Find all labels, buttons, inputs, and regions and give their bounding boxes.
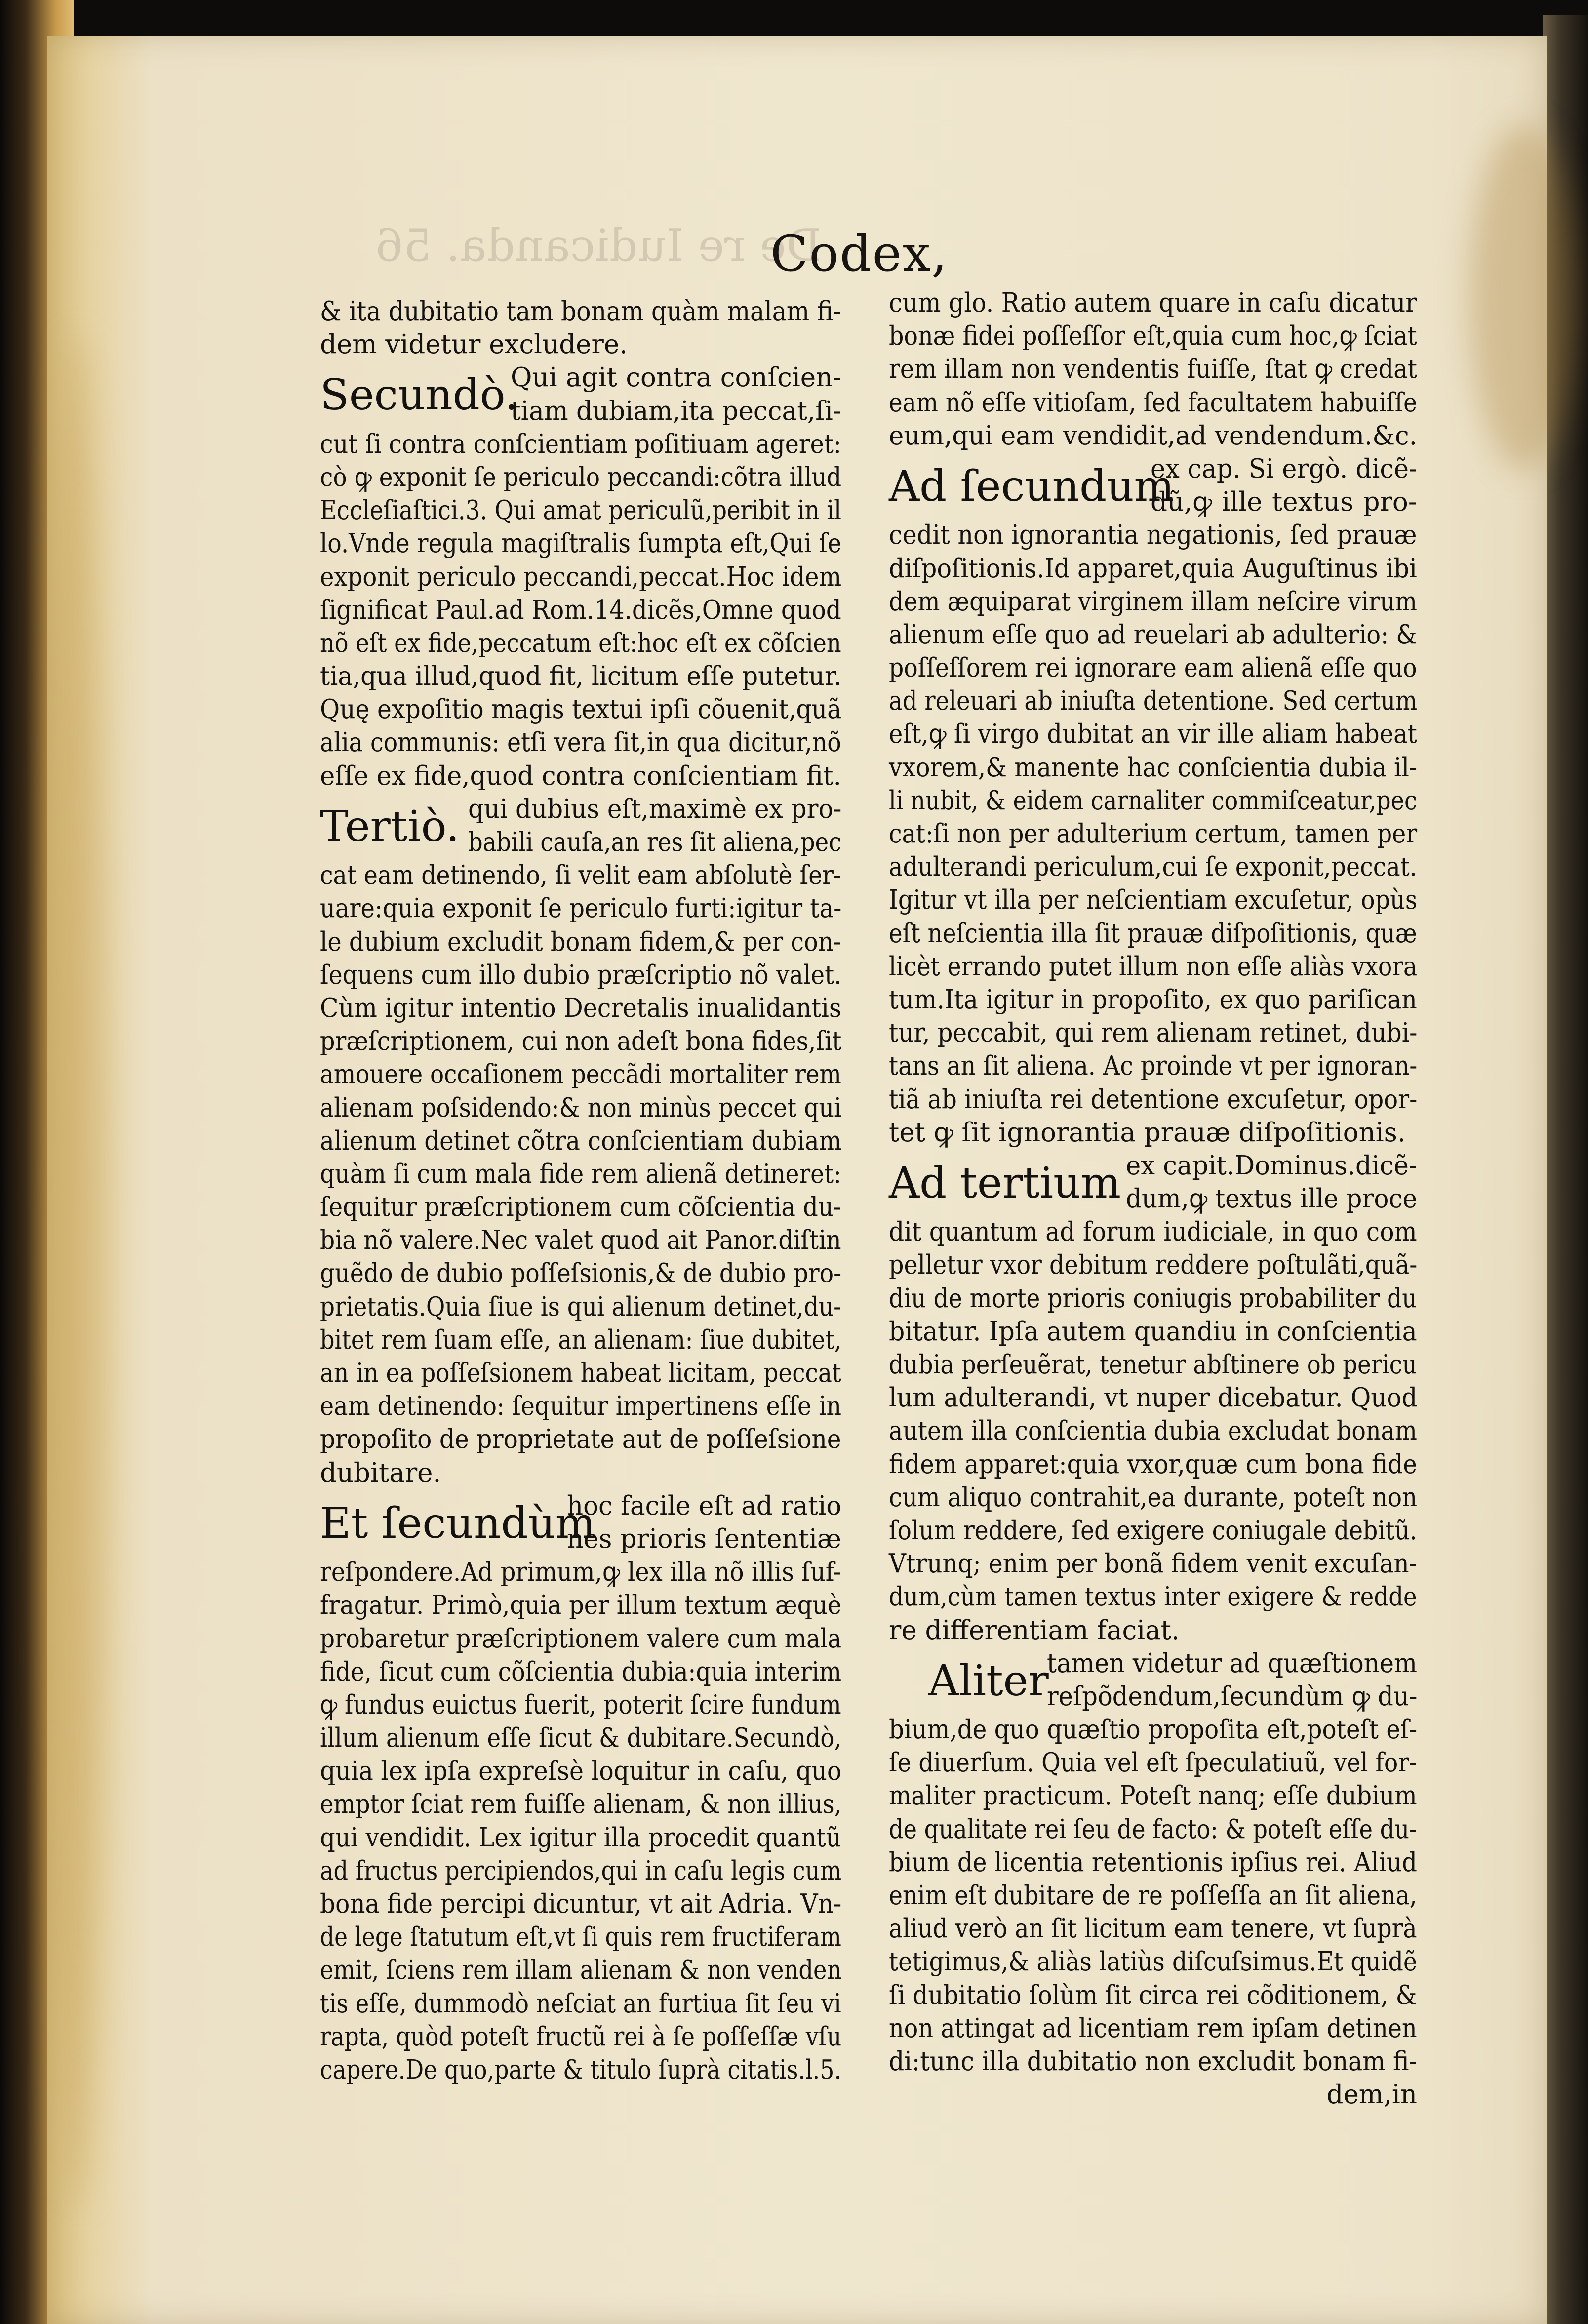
text-line: cat:ſi non per adulterium certum, tamen per [889,819,1418,849]
text-line: li nubit, & eidem carnaliter commiſceatur,pec [889,785,1417,816]
text-line: ſequitur præſcriptionem cum cõſcientia du- [320,1192,841,1223]
text-line: Quę expoſitio magis textui ipſi cõuenit,quã [320,694,842,725]
text-line: ſignificat Paul.ad Rom.14.dicẽs,Omne quod [320,595,841,625]
text-line: cum aliquo contrahit,ea durante, poteſt non [889,1482,1418,1513]
text-line: diu de morte prioris coniugis probabiliter du [889,1283,1417,1314]
paragraph-lines [320,295,841,361]
text-line: ad fructus percipiendos,qui in caſu legis cum [320,1855,842,1886]
text-line: fide, ſicut cum cõſcientia dubia:quia interim [320,1656,841,1687]
text-line: quàm ſi cum mala fide rem alienã detineret: [320,1159,841,1189]
text-line: eam detinendo: ſequitur impertinens eſſe in [320,1391,842,1422]
text-line: ſe diuerſum. Quia vel eſt ſpeculatiuũ, vel for- [889,1748,1417,1778]
text-line: amouere occaſionem peccãdi mortaliter rem [320,1059,841,1090]
text-line: illum alienum eſſe ſicut & dubitare.Secundò, [320,1723,842,1754]
heading-line: babili cauſa,an res ſit aliena,pec [468,827,842,858]
paragraph-lines [889,1215,1417,1646]
paragraph-lines [320,1556,841,2086]
text-line: dem æquiparat virginem illam neſcire virum [889,586,1418,617]
text-line: bona fide percipi dicuntur, vt ait Adria. Vn- [320,1889,842,1920]
heading-line: Qui agit contra conſcien- [511,362,842,393]
text-line: alienum eſſe quo ad reuelari ab adulterio: & [889,619,1417,650]
text-line: quia lex ipſa expreſsè loquitur in caſu, quo [320,1756,842,1787]
text-line: de lege ſtatutum eſt,vt ſi quis rem fructiferam [320,1922,841,1953]
heading-line: tamen videtur ad quæſtionem [1047,1648,1418,1679]
text-line: aliud verò an ſit licitum eam tenere, vt ſuprà [889,1914,1417,1944]
heading-line: nes prioris ſententiæ [567,1523,841,1554]
text-line: dum,cùm tamen textus inter exigere & redde [889,1582,1417,1612]
section-heading-tertio [320,793,841,859]
text-line: qui vendidit. Lex igitur illa procedit quantũ [320,1822,841,1853]
text-line: alienam poſsidendo:& non minùs peccet qui [320,1092,842,1123]
heading-line: tiam dubiam,ita peccat,ſi- [511,396,842,426]
heading-word: Tertiò. [320,801,460,851]
text-line: ſi dubitatio ſolùm ſit circa rei cõditionem, & [889,1980,1417,2010]
heading-line: dum,ꝙ textus ille proce [1126,1184,1418,1214]
text-line: tans an ſit aliena. Ac proinde vt per ignoran- [889,1051,1418,1082]
catchword: dem,in [1326,2080,1417,2110]
text-line: ad releuari ab iniuſta detentione. Sed certum [889,686,1418,717]
text-line: dubitare. [320,1457,441,1488]
text-line: emptor ſciat rem fuiſſe alienam, & non illius, [320,1789,842,1820]
text-line: fragatur. Primò,quia per illum textum æquè [320,1590,842,1621]
text-line: licèt errando putet illum non eſſe aliàs vxora [889,951,1418,982]
running-head: Codex, [770,225,949,282]
text-line: emit, ſciens rem illam alienam & non venden [320,1955,842,1986]
heading-line: ex capit.Dominus.dicẽ- [1126,1150,1418,1181]
text-line: ſolum reddere, ſed exigere coniugale debitũ. [889,1515,1417,1546]
text-line: dubia perſeuẽrat, tenetur abſtinere ob pericu [889,1350,1417,1380]
text-line: re differentiam faciat. [889,1615,1180,1645]
text-line: eſt,ꝙ ſi virgo dubitat an vir ille aliam habeat [889,719,1417,750]
section-heading-et-secundum [320,1489,841,1556]
heading-line: hoc facile eſt ad ratio [567,1490,842,1521]
text-line: præſcriptionem, cui non adeſt bona fides,ſit [320,1026,842,1057]
text-line: bonæ fidei poſſeſſor eſt,quia cum hoc,ꝙ ſciat [889,321,1417,352]
heading-line: qui dubius eſt,maximè ex pro- [468,794,842,824]
text-line: eſſe ex fide,quod contra conſcientiam fit. [320,761,841,791]
text-line: & ita dubitatio tam bonam quàm malam fi- [320,296,841,326]
text-line: de qualitate rei ſeu de facto: & poteſt eſſe du- [889,1814,1417,1844]
text-line: bitatur. Ipſa autem quandiu in conſcientia [889,1316,1417,1347]
paragraph-lines [320,428,841,793]
text-line: prietatis.Quia ſiue is qui alienum detinet,du- [320,1291,841,1322]
text-line: probaretur præſcriptionem valere cum mala [320,1623,842,1654]
heading-line: reſpõdendum,ſecundùm ꝙ du- [1047,1681,1418,1712]
text-line: alienum detinet cõtra conſcientiam dubiam [320,1125,842,1156]
text-line: eam nõ eſſe vitioſam, ſed facultatem habuiſſe [889,387,1417,418]
text-line: dit quantum ad forum iudiciale, in quo com [889,1217,1417,1247]
heading-word: Ad ſecundum [889,461,1175,511]
text-line: capere.De quo,parte & titulo ſuprà citatis.l.5. [320,2054,842,2085]
text-line: di:tunc illa dubitatio non excludit bonam fi- [889,2046,1417,2077]
text-line: non attingat ad licentiam rem ipſam detinen [889,2013,1417,2044]
paper-stain [47,332,107,2208]
text-line: eum,qui eam vendidit,ad vendendum.&c. [889,420,1417,451]
text-line: dem videtur excludere. [320,329,628,360]
text-line: diſpoſitionis.Id apparet,quia Auguſtinus ibi [889,553,1417,584]
text-line: uare:quia exponit ſe periculo furti:igitur ta- [320,893,842,924]
paragraph-lines [889,286,1417,452]
text-line: vxorem,& manente hac conſcientia dubia il- [889,752,1418,783]
text-line: le dubium excludit bonam fidem,& per con- [320,926,841,957]
paragraph-lines [320,859,841,1489]
section-heading-secundo [320,361,841,427]
text-line: an in ea poſſeſsionem habeat licitam, peccat [320,1358,841,1389]
text-line: alia communis: etſi vera ſit,in qua dicitur,nõ [320,727,841,758]
heading-word: Ad tertium [889,1158,1121,1208]
text-line: tum.Ita igitur in propoſito, ex quo pariſican [889,984,1417,1015]
heading-word: Et ſecundùm [320,1498,596,1548]
text-line: tur, peccabit, qui rem alienam retinet, dubi- [889,1018,1418,1048]
section-heading-aliter [889,1647,1417,1713]
heading-word: Aliter [928,1656,1049,1706]
text-line: lo.Vnde regula magiſtralis ſumpta eſt,Qui ſe [320,528,842,559]
text-line: cut ſi contra conſcientiam poſitiuam ageret: [320,429,841,459]
text-line: eſt neſcientia illa ſit prauæ diſpoſitionis, quæ [889,918,1417,949]
heading-line: ex cap. Si ergò. dicẽ- [1151,453,1418,484]
text-line: autem illa conſcientia dubia excludat bonam [889,1416,1417,1446]
text-line: ꝙ fundus euictus fuerit, poterit ſcire fundum [320,1689,841,1720]
text-line: ſequens cum illo dubio præſcriptio nõ valet. [320,960,842,990]
left-column [320,295,841,2086]
text-line: Eccleſiaſtici.3. Qui amat periculũ,peribit in il [320,495,842,526]
heading-line: dũ,ꝙ ille textus pro- [1151,487,1417,518]
text-line: cò ꝙ exponit ſe periculo peccandi:cõtra illud [320,462,842,492]
section-heading-ad-tertium [889,1149,1417,1215]
text-line: Vtrunq; enim per bonã fidem venit excuſan- [889,1549,1417,1579]
text-line: rem illam non vendentis fuiſſe, ſtat ꝙ credat [889,354,1418,385]
paragraph-lines [889,519,1417,1149]
text-line: reſpondere.Ad primum,ꝙ lex illa nõ illis ſuf- [320,1557,842,1588]
text-line: exponit periculo peccandi,peccat.Hoc idem [320,561,842,592]
text-line: tiã ab iniuſta rei detentione excuſetur, opor- [889,1084,1418,1115]
text-line: tet ꝙ ſit ignorantia prauæ diſpoſitionis. [889,1117,1406,1148]
text-line: propoſito de proprietate aut de poſſeſsione [320,1424,841,1455]
show-through-header: De re Iudicanda. 56 [375,220,822,272]
paper-stain [1469,124,1578,470]
text-line: bium de licentia retentionis ipſius rei. Aliud [889,1847,1418,1878]
text-line: tis eſſe, dummodò neſciat an furtiua ſit ſeu vi [320,1988,841,2019]
text-line: guẽdo de dubio poſſeſsionis,& de dubio pro- [320,1258,842,1289]
text-line: fidem apparet:quia vxor,quæ cum bona fide [889,1449,1417,1480]
text-line: cum glo. Ratio autem quare in caſu dicatur [889,288,1417,318]
text-line: bitet rem ſuam eſſe, an alienam: ſiue dubitet, [320,1324,842,1355]
text-line: nõ eſt ex fide,peccatum eſt:hoc eſt ex cõſcien [320,628,841,658]
text-line: enim eſt dubitare de re poſſeſſa an ſit aliena, [889,1881,1417,1911]
text-line: cat eam detinendo, ſi velit eam abſolutè ſer- [320,860,841,891]
text-line: pelletur vxor debitum reddere poſtulãti,quã- [889,1250,1418,1281]
text-line: tia,qua illud,quod fit, licitum eſſe putetur. [320,661,842,692]
text-line: cedit non ignorantia negationis, ſed prauæ [889,520,1417,551]
text-line: rapta, quòd poteſt fructũ rei à ſe poſſeſſæ vſu [320,2021,842,2052]
text-line: Cùm igitur intentio Decretalis inualidantis [320,993,842,1023]
heading-word: Secundò. [320,370,518,420]
text-line: maliter practicum. Poteſt nanq; eſſe dubium [889,1781,1417,1811]
text-line: bium,de quo quæſtio propoſita eſt,poteſt eſ- [889,1715,1418,1745]
text-line: tetigimus,& aliàs latiùs diſcuſsimus.Et quidẽ [889,1947,1418,1977]
text-line: adulterandi periculum,cui ſe exponit,peccat. [889,852,1417,882]
text-line: bia nõ valere.Nec valet quod ait Panor.diſtin [320,1225,841,1256]
text-line: poſſeſſorem rei ignorare eam alienã eſſe quo [889,653,1417,683]
section-heading-ad-secundum [889,452,1417,519]
text-line: lum adulterandi, vt nuper dicebatur. Quod [889,1383,1418,1413]
paragraph-lines [889,1713,1417,2111]
right-column [889,286,1417,2111]
text-line: Igitur vt illa per neſcientiam excuſetur, opùs [889,885,1418,916]
